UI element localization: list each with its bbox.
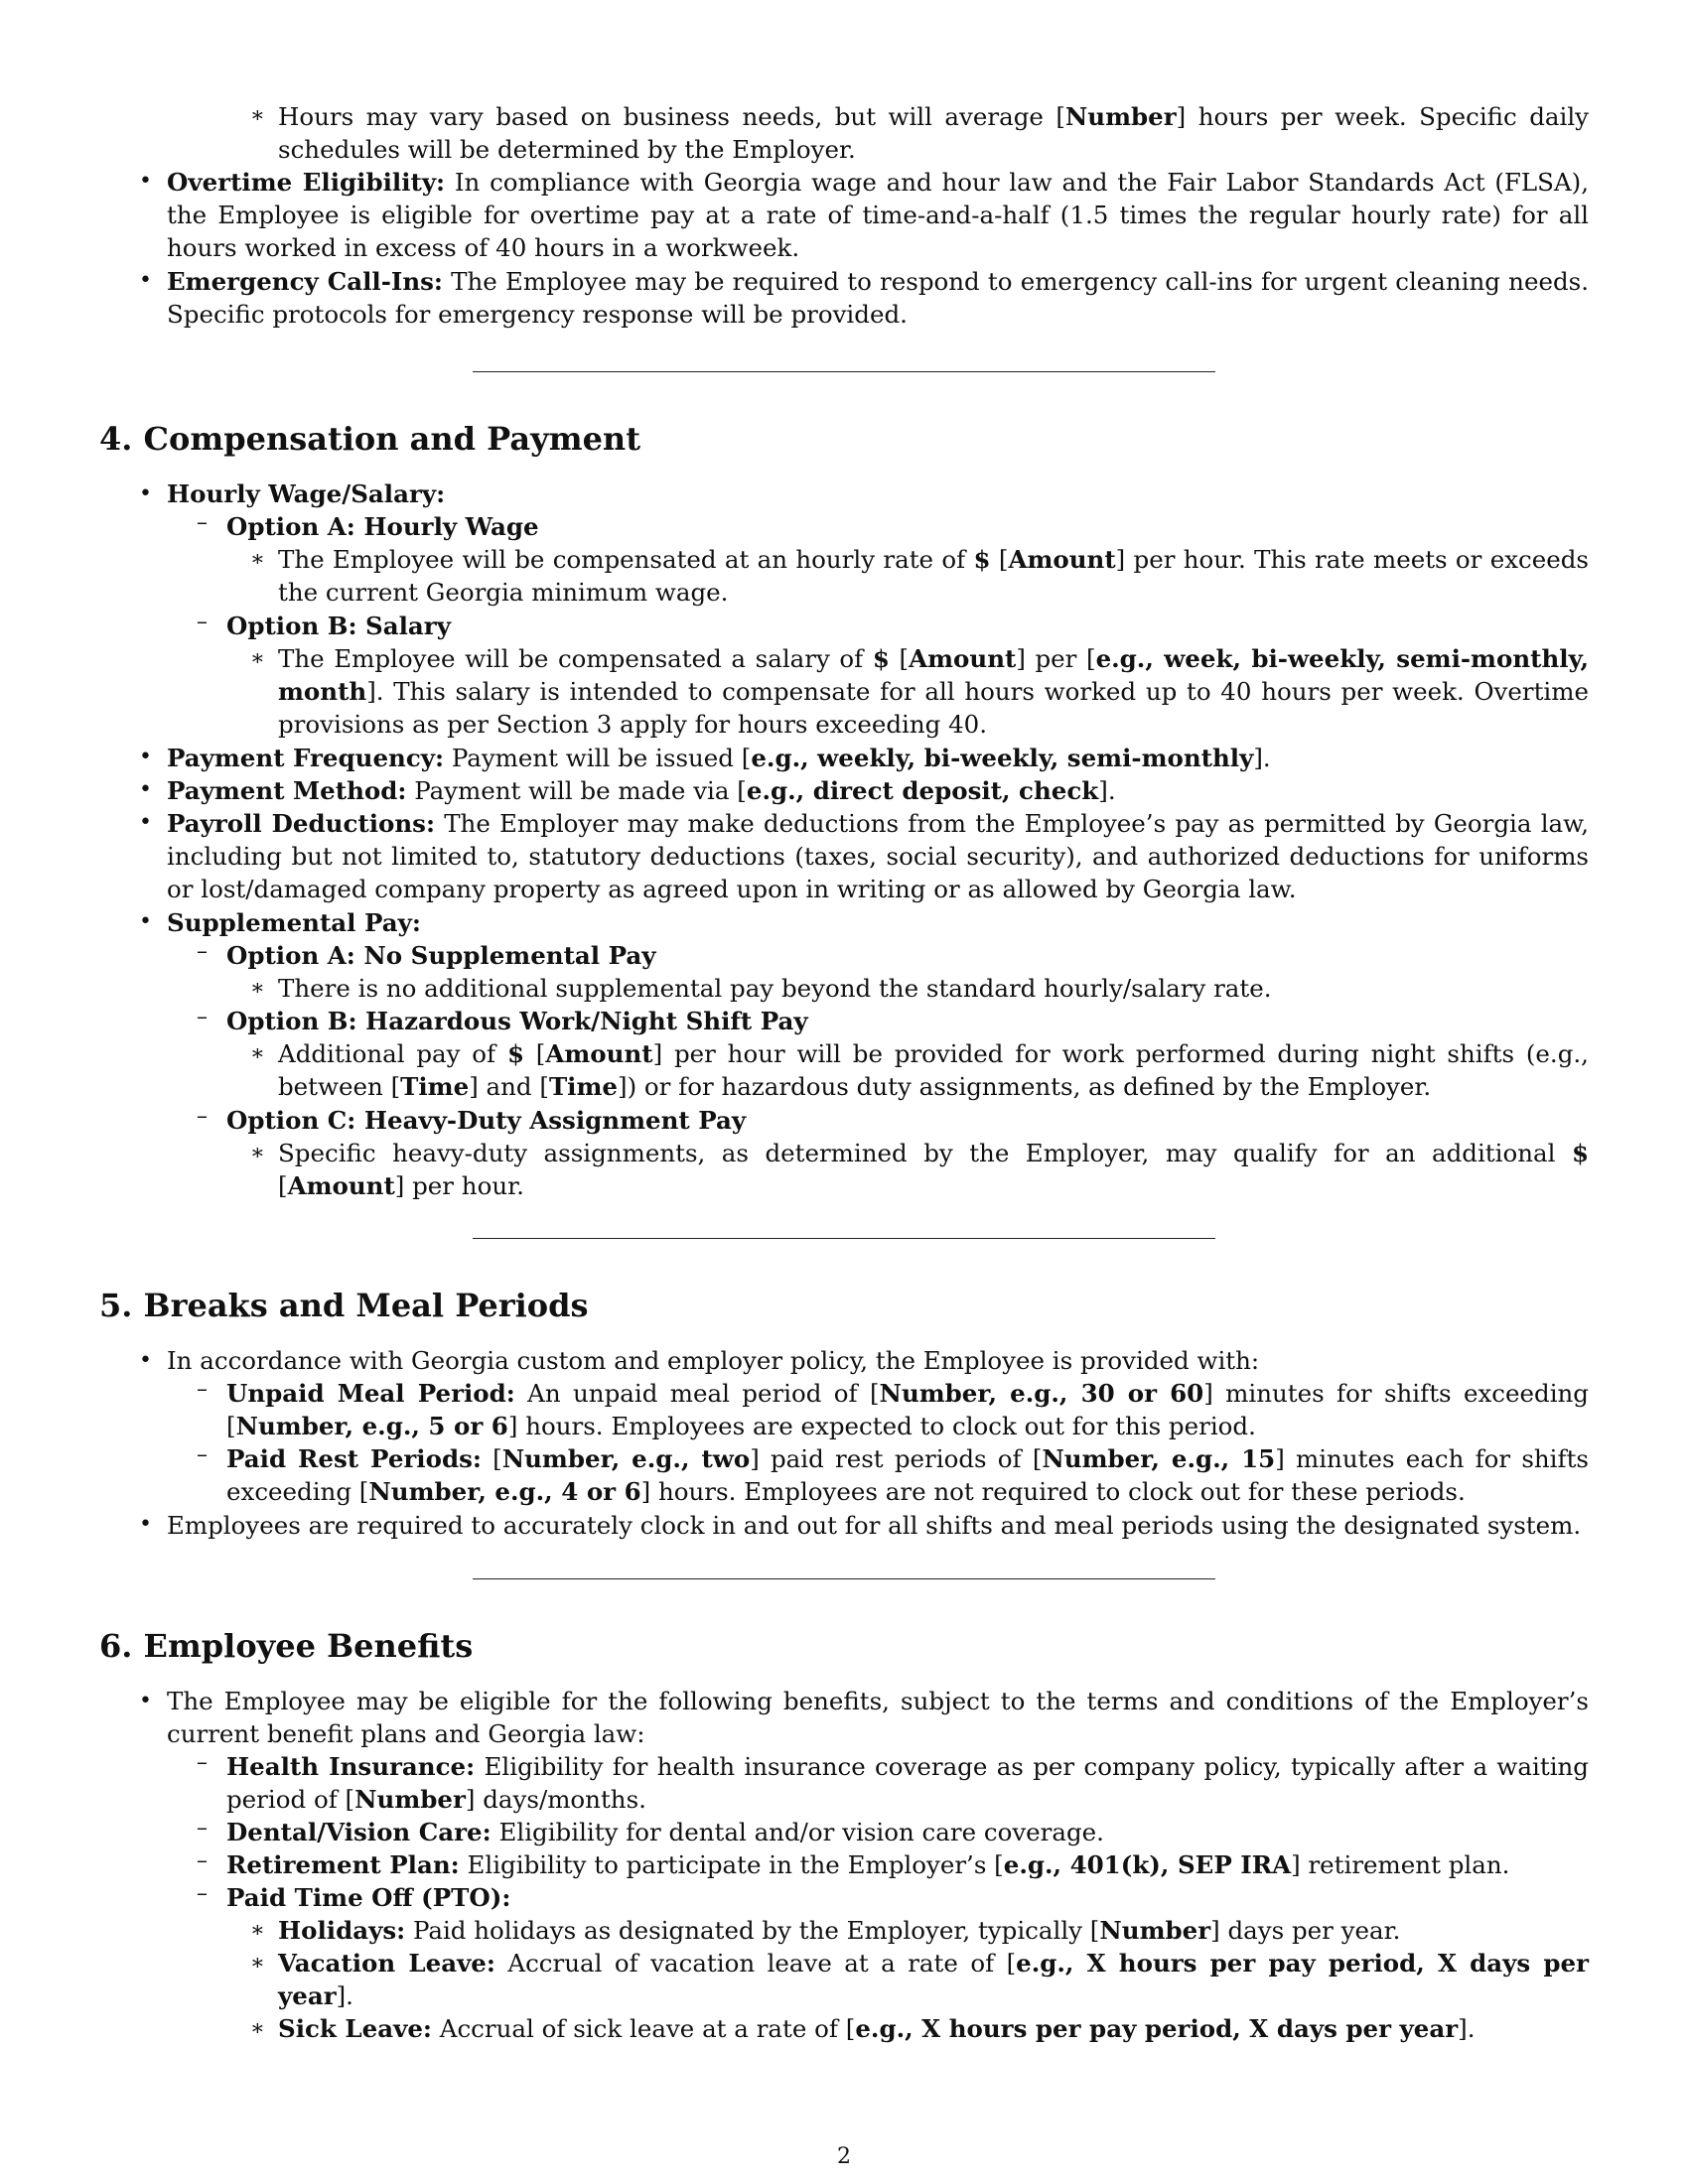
dash-bullet: – <box>197 1881 208 1906</box>
supp-option-c-text: Specific heavy-duty assignments, as determined by the Employer, may qualify for an additional $ [Amount] per hour. <box>278 1139 1589 1200</box>
dash-bullet: – <box>197 1104 208 1129</box>
bullet: • <box>139 745 152 769</box>
schedule-bullet: Hours may vary based on business needs, but will average [Number] hours per week. Specific daily schedules will be determined by the Employer. <box>278 102 1589 164</box>
star-bullet: ∗ <box>250 1951 265 1976</box>
overtime-eligibility: Overtime Eligibility: In compliance with Georgia wage and hour law and the Fair Labor Standards Act (FLSA), the Employee is eligible for overtime pay at a rate of time-and-a-half (1.5 times the regular hourly rate) for all hours worked in excess of 40 hours in a workweek. <box>167 168 1589 262</box>
bullet: • <box>139 810 152 835</box>
bullet: • <box>139 777 152 802</box>
retirement-plan: Retirement Plan: Eligibility to participate in the Employer’s [e.g., 401(k), SEP IRA] retirement plan. <box>226 1850 1510 1879</box>
dental-vision: Dental/Vision Care: Eligibility for dental and/or vision care coverage. <box>226 1818 1104 1846</box>
holidays: Holidays: Paid holidays as designated by the Employer, typically [Number] days per year. <box>278 1916 1401 1945</box>
bullet: • <box>139 1512 152 1537</box>
section-divider <box>473 371 1215 372</box>
payment-frequency: Payment Frequency: Payment will be issued [e.g., weekly, bi-weekly, semi-monthly]. <box>167 744 1271 772</box>
dash-bullet: – <box>197 1750 208 1775</box>
bullet: • <box>139 1689 152 1713</box>
option-b-salary: Option B: Salary <box>226 612 451 640</box>
paid-rest-periods: Paid Rest Periods: [Number, e.g., two] paid rest periods of [Number, e.g., 15] minutes each for shifts exceeding [Number, e.g., 4 or 6] hours. Employees are not required to clock out for these periods. <box>226 1444 1589 1506</box>
vacation-leave: Vacation Leave: Accrual of vacation leave at a rate of [e.g., X hours per pay period, X days per year]. <box>278 1949 1589 2010</box>
dash-bullet: – <box>197 1005 208 1029</box>
dash-bullet: – <box>197 939 208 964</box>
health-insurance: Health Insurance: Eligibility for health insurance coverage as per company policy, typically after a waiting period of [Number] days/months. <box>226 1752 1589 1814</box>
paid-time-off: Paid Time Off (PTO): <box>226 1883 511 1912</box>
dash-bullet: – <box>197 510 208 535</box>
benefits-intro: The Employee may be eligible for the following benefits, subject to the terms and conditions of the Employer’s current benefit plans and Georgia law: <box>167 1687 1589 1748</box>
star-bullet: ∗ <box>250 547 265 572</box>
bullet: • <box>139 1348 152 1373</box>
supplemental-pay: Supplemental Pay: <box>167 908 421 937</box>
option-a-hourly: Option A: Hourly Wage <box>226 512 539 541</box>
option-a-text: The Employee will be compensated at an hourly rate of $ [Amount] per hour. This rate meets or exceeds the current Georgia minimum wage. <box>278 545 1589 607</box>
page-number: 2 <box>837 2144 851 2169</box>
dash-bullet: – <box>197 610 208 634</box>
section-divider <box>473 1238 1215 1239</box>
supp-option-a-text: There is no additional supplemental pay beyond the standard hourly/salary rate. <box>278 974 1272 1003</box>
payment-method: Payment Method: Payment will be made via [e.g., direct deposit, check]. <box>167 776 1116 805</box>
section-4-heading: 4. Compensation and Payment <box>99 420 640 458</box>
star-bullet: ∗ <box>250 2016 265 2041</box>
payroll-deductions: Payroll Deductions: The Employer may make deductions from the Employee’s pay as permitted by Georgia law, including but not limited to, statutory deductions (taxes, social security), and authorized deductions for uniforms or lost/damaged company property as agreed upon in writing or as allowed by Georgia law. <box>167 809 1589 903</box>
section-6-heading: 6. Employee Benefits <box>99 1627 474 1665</box>
bullet: • <box>139 481 152 506</box>
star-bullet: ∗ <box>250 976 265 1001</box>
supp-option-b: Option B: Hazardous Work/Night Shift Pay <box>226 1007 808 1035</box>
hourly-wage-salary: Hourly Wage/Salary: <box>167 479 446 508</box>
supp-option-a: Option A: No Supplemental Pay <box>226 941 656 970</box>
dash-bullet: – <box>197 1442 208 1467</box>
unpaid-meal-period: Unpaid Meal Period: An unpaid meal period of [Number, e.g., 30 or 60] minutes for shifts exceeding [Number, e.g., 5 or 6] hours. Employees are expected to clock out for this period. <box>226 1379 1589 1440</box>
dash-bullet: – <box>197 1848 208 1873</box>
star-bullet: ∗ <box>250 103 265 128</box>
supp-option-c: Option C: Heavy-Duty Assignment Pay <box>226 1106 747 1135</box>
dash-bullet: – <box>197 1816 208 1841</box>
option-b-text: The Employee will be compensated a salary of $ [Amount] per [e.g., week, bi-weekly, semi-monthly, month]. This salary is intended to compensate for all hours worked up to 40 hours per week. Overtime provisions as per Section 3 apply for hours exceeding 40. <box>278 644 1589 739</box>
star-bullet: ∗ <box>250 646 265 671</box>
clock-in-out: Employees are required to accurately clock in and out for all shifts and meal periods using the designated system. <box>167 1511 1582 1540</box>
bullet: • <box>139 169 152 194</box>
dash-bullet: – <box>197 1377 208 1402</box>
breaks-intro: In accordance with Georgia custom and employer policy, the Employee is provided with: <box>167 1346 1260 1375</box>
emergency-call-ins: Emergency Call-Ins: The Employee may be required to respond to emergency call-ins for urgent cleaning needs. Specific protocols for emergency response will be provided. <box>167 267 1589 329</box>
star-bullet: ∗ <box>250 1041 265 1066</box>
bullet: • <box>139 268 152 293</box>
star-bullet: ∗ <box>250 1141 265 1165</box>
sick-leave: Sick Leave: Accrual of sick leave at a rate of [e.g., X hours per pay period, X days per year]. <box>278 2014 1476 2043</box>
bullet: • <box>139 909 152 934</box>
star-bullet: ∗ <box>250 1918 265 1943</box>
section-divider <box>473 1578 1215 1579</box>
supp-option-b-text: Additional pay of $ [Amount] per hour will be provided for work performed during night shifts (e.g., between [Time] and [Time]) or for hazardous duty assignments, as defined by the Employer. <box>278 1039 1589 1101</box>
section-5-heading: 5. Breaks and Meal Periods <box>99 1287 589 1324</box>
